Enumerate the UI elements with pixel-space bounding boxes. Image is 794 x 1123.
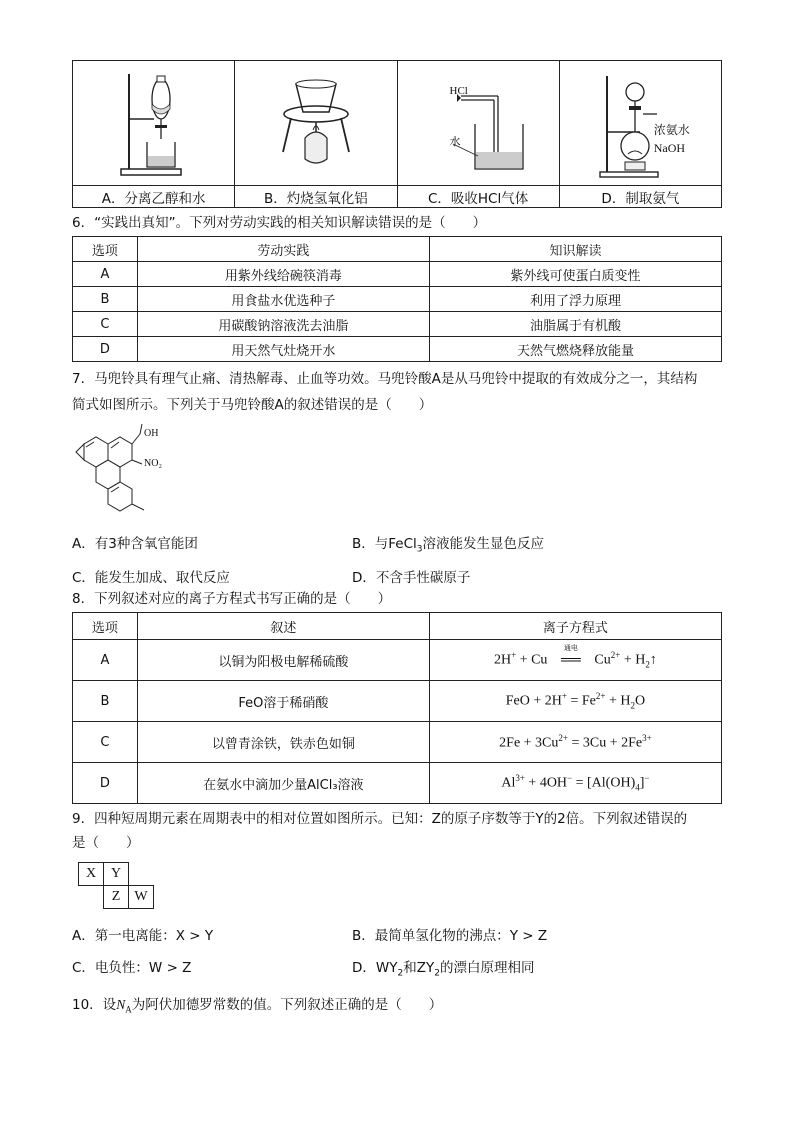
- q7-stem-line1: 7．马兜铃具有理气止痛、清热解毒、止血等功效。马兜铃酸A是从马兜铃中提取的有效成分之一，其结构: [72, 371, 698, 387]
- periodic-table-fragment: [78, 862, 158, 914]
- equation-b: FeO + $2H^+ = Fe^{2+} + H_2O$: [429, 681, 721, 722]
- molecule-structure-icon: [70, 420, 190, 520]
- q9-option-d: D．$WY_2$和$ZY_2$的漂白原理相同: [352, 960, 535, 979]
- table-cell: 紫外线可使蛋白质变性: [429, 262, 721, 287]
- q8-header-equation: 离子方程式: [429, 613, 721, 640]
- option-label-c: C．吸收HCl气体: [397, 186, 559, 208]
- q7-option-a: A．有3种含氧官能团: [72, 536, 198, 552]
- apparatus-cell-b: [235, 61, 397, 186]
- equation-a: 2H+ + Cu 通电 ══ $Cu^{2+}$ + $H_2↑$: [429, 640, 721, 681]
- table-cell: 用天然气灶烧开水: [137, 337, 429, 362]
- table-cell: A: [73, 640, 138, 681]
- q10-stem-post: 为阿伏加德罗常数的值。下列叙述正确的是（ ）: [131, 997, 443, 1013]
- q7-option-b-post: 溶液能发生显色反应: [422, 536, 545, 552]
- avogadro-symbol: N: [116, 997, 126, 1012]
- q6-header-option: 选项: [73, 237, 138, 262]
- q8-table: [72, 612, 722, 804]
- q9-stem-line2: 是（ ）: [72, 835, 140, 851]
- q9-option-d-mid: 和ZY: [403, 960, 435, 976]
- q8-stem: 8．下列叙述对应的离子方程式书写正确的是（ ）: [72, 591, 392, 607]
- q10-stem: 10．设$N_A$为阿伏加德罗常数的值。下列叙述正确的是（ ）: [72, 997, 443, 1015]
- table-cell: 天然气燃烧释放能量: [429, 337, 721, 362]
- table-cell: C: [73, 312, 138, 337]
- table-cell: C: [73, 722, 138, 763]
- table-cell: 用紫外线给碗筷消毒: [137, 262, 429, 287]
- option-label-b: B．灼烧氢氧化铝: [235, 186, 397, 208]
- q6-table: [72, 236, 722, 362]
- equation-c: $2Fe + 3Cu^{2+} = 3Cu + 2Fe^{3+}$: [429, 722, 721, 763]
- apparatus-cell-c: [397, 61, 559, 186]
- q9-option-a: A．第一电离能：X > Y: [72, 928, 214, 944]
- element-y: Y: [103, 862, 129, 886]
- q10-stem-pre: 10．设: [72, 997, 117, 1013]
- q6-header-practice: 劳动实践: [137, 237, 429, 262]
- separatory-funnel-apparatus-icon: [99, 64, 209, 179]
- q8-header-option: 选项: [73, 613, 138, 640]
- q6-stem: 6．“实践出真知”。下列对劳动实践的相关知识解读错误的是（ ）: [72, 215, 487, 231]
- electrolysis-condition: 通电: [563, 643, 578, 652]
- q9-stem-line1: 9．四种短周期元素在周期表中的相对位置如图所示。已知：Z的原子序数等于Y的2倍。下列叙述错误的: [72, 811, 688, 827]
- element-w: W: [128, 885, 154, 909]
- table-cell: 以铜为阳极电解稀硫酸: [137, 640, 429, 681]
- table-cell: B: [73, 681, 138, 722]
- apparatus-cell-d: [559, 61, 721, 186]
- q7-option-b-sub: 3: [416, 544, 423, 555]
- q7-option-b-pre: B．与FeCl: [352, 536, 417, 552]
- table-cell: 油脂属于有机酸: [429, 312, 721, 337]
- table-cell: D: [73, 763, 138, 804]
- table-cell: D: [73, 337, 138, 362]
- aristolochic-acid-structure: [70, 420, 190, 520]
- table-cell: 用食盐水优选种子: [137, 287, 429, 312]
- q9-option-c: C．电负性：W > Z: [72, 960, 192, 976]
- table-cell: FeO溶于稀硝酸: [137, 681, 429, 722]
- table-cell: 利用了浮力原理: [429, 287, 721, 312]
- ammonia-label: 浓氨水: [653, 123, 690, 137]
- table-cell: 以曾青涂铁，铁赤色如铜: [137, 722, 429, 763]
- apparatus-cell-a: [73, 61, 235, 186]
- water-label: 水: [449, 135, 461, 148]
- table-cell: 在氨水中滴加少量AlCl₃溶液: [137, 763, 429, 804]
- q7-option-c: C．能发生加成、取代反应: [72, 570, 230, 586]
- q6-header-knowledge: 知识解读: [429, 237, 721, 262]
- option-label-a: A．分离乙醇和水: [73, 186, 235, 208]
- q9-option-d-post: 的漂白原理相同: [439, 960, 535, 976]
- crucible-tripod-icon: [261, 64, 371, 179]
- table-cell: A: [73, 262, 138, 287]
- q9-option-d-pre: D．WY: [352, 960, 398, 976]
- option-label-d: D．制取氨气: [559, 186, 721, 208]
- q7-option-d: D．不含手性碳原子: [352, 570, 471, 586]
- q5-apparatus-table: [72, 60, 722, 208]
- table-cell: 用碳酸钠溶液洗去油脂: [137, 312, 429, 337]
- element-x: X: [78, 862, 104, 886]
- hcl-label: HCl: [449, 85, 468, 97]
- oh-label: OH: [144, 428, 159, 439]
- no2-label: NO₂: [144, 458, 162, 469]
- equation-d: $Al^{3+} + 4OH^- = [Al(OH)_4]^-$: [429, 763, 721, 804]
- q7-stem-line2: 简式如图所示。下列关于马兜铃酸A的叙述错误的是（ ）: [72, 397, 433, 413]
- naoh-label: NaOH: [653, 141, 686, 155]
- hcl-absorption-icon: [423, 64, 533, 179]
- q9-option-b: B．最简单氢化物的沸点：Y > Z: [352, 928, 548, 944]
- table-cell: B: [73, 287, 138, 312]
- q7-option-b: [352, 532, 544, 555]
- q8-header-desc: 叙述: [137, 613, 429, 640]
- element-z: Z: [103, 885, 129, 909]
